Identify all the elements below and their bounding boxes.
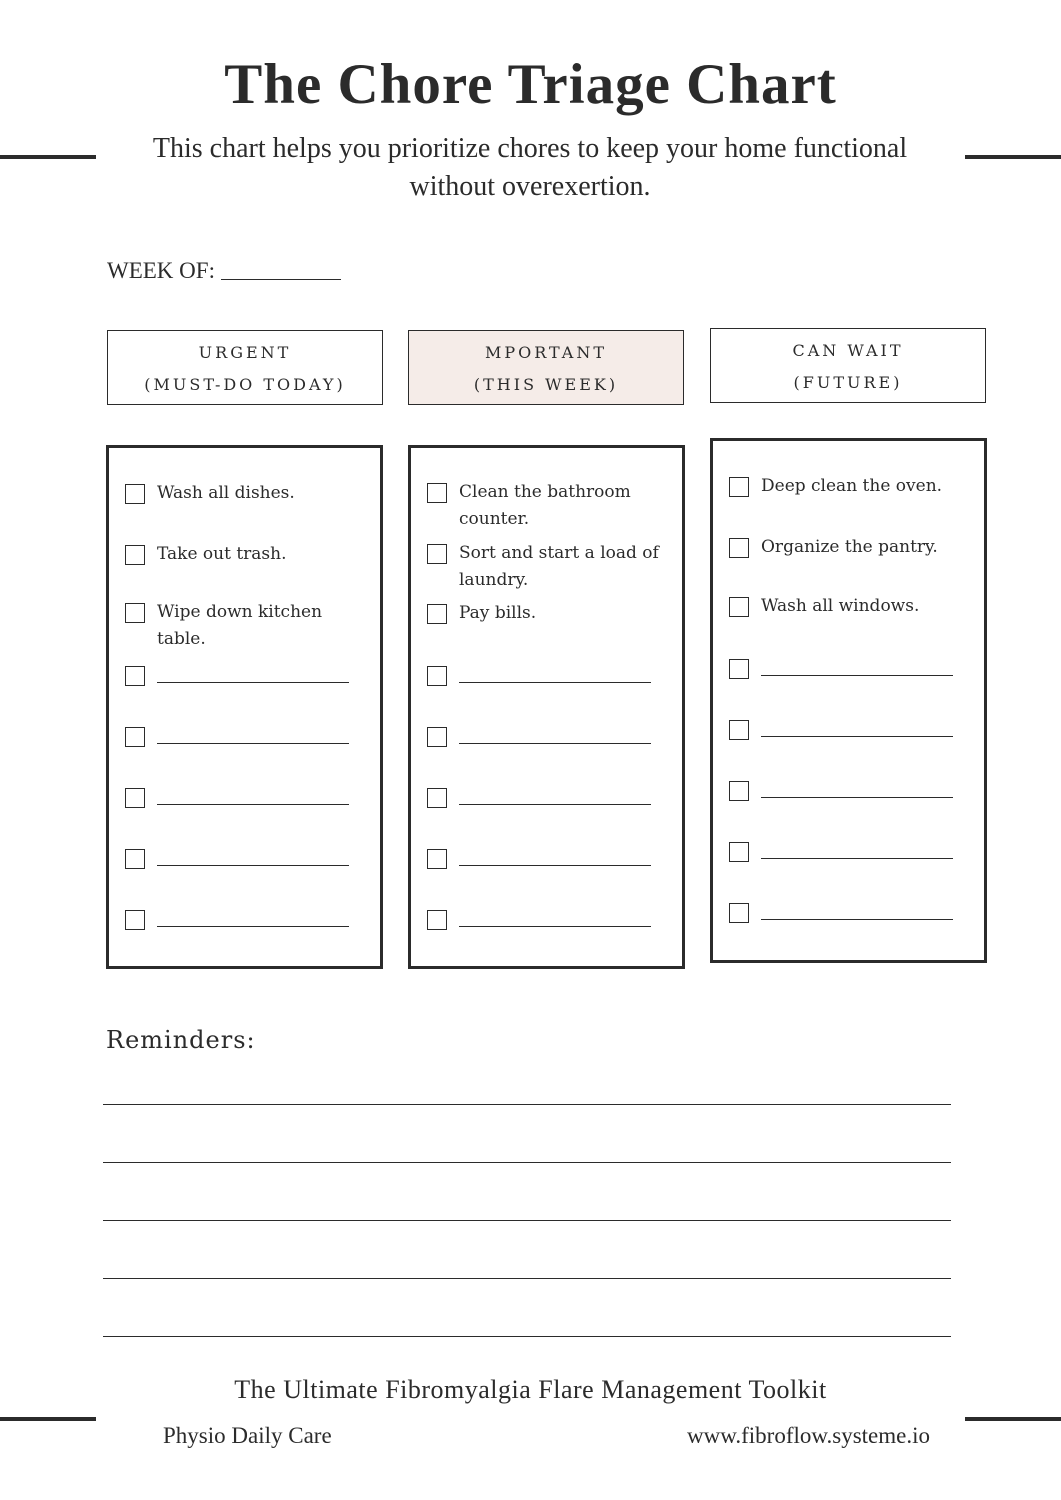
- task-checkbox[interactable]: [729, 903, 749, 923]
- week-of-blank[interactable]: [221, 260, 341, 280]
- blank-task-line[interactable]: [761, 675, 953, 676]
- reminder-line[interactable]: [103, 1104, 951, 1105]
- task-label: Clean the bathroom counter.: [459, 482, 631, 529]
- task-checkbox[interactable]: [125, 666, 145, 686]
- task-checkbox[interactable]: [729, 842, 749, 862]
- task-checkbox[interactable]: [125, 603, 145, 623]
- task-checkbox[interactable]: [125, 849, 145, 869]
- task-checkbox[interactable]: [427, 727, 447, 747]
- task-item: [729, 473, 979, 500]
- footer-brand: Physio Daily Care: [163, 1423, 332, 1448]
- top-left-rule: [0, 155, 96, 159]
- task-checkbox[interactable]: [427, 910, 447, 930]
- task-checkbox[interactable]: [125, 727, 145, 747]
- task-checkbox[interactable]: [125, 484, 145, 504]
- blank-task-line[interactable]: [761, 736, 953, 737]
- blank-task-line[interactable]: [157, 743, 349, 744]
- blank-task-line[interactable]: [459, 804, 651, 805]
- blank-task-line[interactable]: [157, 865, 349, 866]
- week-of-label: WEEK OF:: [107, 258, 215, 283]
- task-label: Wash all windows.: [761, 596, 920, 616]
- footer-toolkit-title: The Ultimate Fibromyalgia Flare Management Toolkit: [234, 1375, 827, 1404]
- task-label: Deep clean the oven.: [761, 476, 943, 496]
- task-checkbox[interactable]: [729, 477, 749, 497]
- can-wait-subheading: (FUTURE): [793, 373, 903, 392]
- reminder-line[interactable]: [103, 1162, 951, 1163]
- task-checkbox[interactable]: [427, 604, 447, 624]
- task-label: Organize the pantry.: [761, 537, 938, 557]
- task-label: Sort and start a load of laundry.: [459, 543, 659, 590]
- page-subtitle: This chart helps you prioritize chores to keep your home functional without overexertion.: [152, 133, 908, 202]
- task-checkbox[interactable]: [729, 597, 749, 617]
- task-checkbox[interactable]: [125, 545, 145, 565]
- task-checkbox[interactable]: [125, 788, 145, 808]
- reminder-line[interactable]: [103, 1220, 951, 1221]
- task-checkbox[interactable]: [729, 720, 749, 740]
- task-item: [729, 534, 979, 561]
- important-task-list: [408, 445, 685, 969]
- urgent-task-list: [106, 445, 383, 969]
- blank-task-line[interactable]: [459, 743, 651, 744]
- urgent-heading: URGENT: [198, 343, 292, 362]
- task-checkbox[interactable]: [427, 666, 447, 686]
- task-checkbox[interactable]: [427, 483, 447, 503]
- important-subheading: (THIS WEEK): [473, 375, 619, 394]
- urgent-subheading: (MUST-DO TODAY): [144, 375, 346, 394]
- important-header: [408, 330, 684, 405]
- page-title: The Chore Triage Chart: [224, 53, 837, 116]
- blank-task-line[interactable]: [157, 804, 349, 805]
- task-checkbox[interactable]: [729, 781, 749, 801]
- task-item: [427, 600, 677, 627]
- task-checkbox[interactable]: [729, 538, 749, 558]
- blank-task-line[interactable]: [157, 682, 349, 683]
- task-checkbox[interactable]: [427, 788, 447, 808]
- task-item: [427, 479, 667, 533]
- blank-task-line[interactable]: [761, 797, 953, 798]
- blank-task-line[interactable]: [761, 919, 953, 920]
- task-label: Take out trash.: [157, 544, 287, 564]
- can-wait-task-list: [710, 438, 987, 963]
- blank-task-line[interactable]: [157, 926, 349, 927]
- blank-task-line[interactable]: [761, 858, 953, 859]
- task-item: [729, 593, 979, 620]
- task-checkbox[interactable]: [427, 849, 447, 869]
- top-right-rule: [965, 155, 1061, 159]
- footer-website-link[interactable]: www.fibroflow.systeme.io: [687, 1423, 930, 1448]
- task-item: [125, 599, 365, 653]
- can-wait-header: [710, 328, 986, 403]
- bottom-right-rule: [965, 1417, 1061, 1421]
- task-item: [125, 541, 375, 568]
- task-checkbox[interactable]: [729, 659, 749, 679]
- task-checkbox[interactable]: [125, 910, 145, 930]
- reminder-line[interactable]: [103, 1278, 951, 1279]
- task-item: [125, 480, 375, 507]
- task-label: Pay bills.: [459, 603, 537, 623]
- can-wait-heading: CAN WAIT: [792, 341, 904, 360]
- week-of-field: [107, 258, 341, 284]
- task-label: Wipe down kitchen table.: [157, 602, 323, 649]
- task-checkbox[interactable]: [427, 544, 447, 564]
- blank-task-line[interactable]: [459, 865, 651, 866]
- reminders-label: Reminders:: [106, 1026, 256, 1054]
- task-label: Wash all dishes.: [157, 483, 295, 503]
- reminder-line[interactable]: [103, 1336, 951, 1337]
- blank-task-line[interactable]: [459, 682, 651, 683]
- urgent-header: [107, 330, 383, 405]
- bottom-left-rule: [0, 1417, 96, 1421]
- task-item: [427, 540, 677, 594]
- blank-task-line[interactable]: [459, 926, 651, 927]
- important-heading: MPORTANT: [484, 343, 608, 362]
